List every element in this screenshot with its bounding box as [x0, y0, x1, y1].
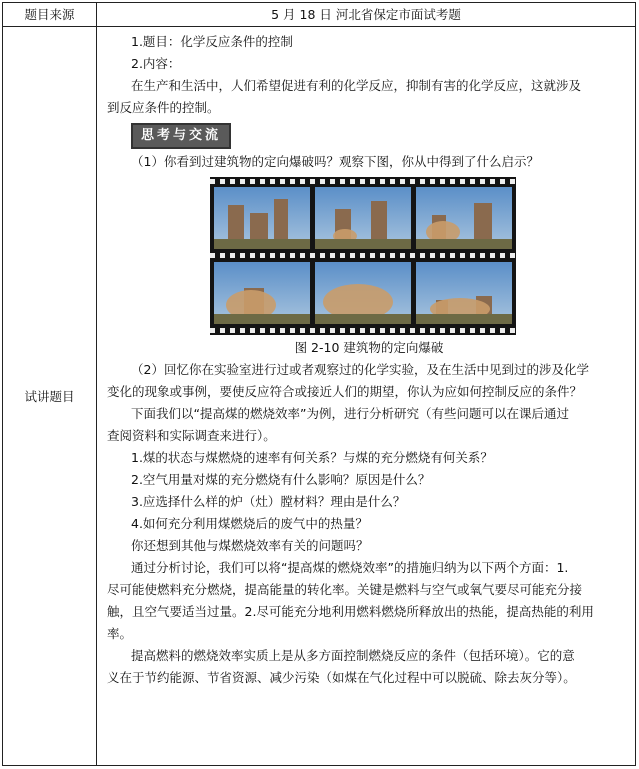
photo-frame-6	[416, 262, 512, 324]
topic-label: 试讲题目	[24, 389, 75, 404]
summary-line-2: 尽可能使燃料充分燃烧，提高能量的转化率。关键是燃料与空气或氧气要尽可能充分接	[107, 582, 583, 597]
coal-question-4: 4.如何充分利用煤燃烧后的废气中的热量？	[131, 516, 368, 531]
topic-title: 1.题目：化学反应条件的控制	[131, 34, 293, 49]
photo-frame-1	[214, 187, 310, 249]
conclusion-line-2: 义在于节约能源、节省资源、减少污染（如煤在气化过程中可以脱硫、除去灰分等）。	[107, 670, 576, 685]
coal-question-1: 1.煤的状态与煤燃烧的速率有何关系？与煤的充分燃烧有何关系？	[131, 450, 493, 465]
question-2-line-2: 变化的现象或事例，要使反应符合或接近人们的期望，你认为应如何控制反应的条件？	[107, 384, 583, 399]
think-and-discuss-banner: 思考与交流	[131, 123, 231, 149]
exam-table	[2, 2, 636, 766]
film-sprocket-bottom	[210, 328, 516, 333]
summary-line-1: 通过分析讨论，我们可以将“提高煤的燃烧效率”的措施归纳为以下两个方面：1.	[131, 560, 569, 575]
coal-question-3: 3.应选择什么样的炉（灶）膛材料？理由是什么？	[131, 494, 406, 509]
intro-line-2: 到反应条件的控制。	[107, 100, 220, 115]
source-label-cell: 题目来源	[24, 7, 75, 22]
other-question: 你还想到其他与煤燃烧效率有关的问题吗？	[131, 538, 369, 553]
analysis-intro-line-2: 查阅资料和实际调查来进行）。	[107, 428, 276, 443]
header-row	[3, 3, 635, 27]
question-1: （1）你看到过建筑物的定向爆破吗？观察下图，你从中得到了什么启示？	[131, 154, 539, 169]
figure-caption: 图 2-10 建筑物的定向爆破	[294, 340, 444, 355]
topic-content	[107, 31, 631, 689]
column-divider	[96, 3, 97, 765]
photo-frame-4	[214, 262, 310, 324]
intro-line-1: 在生产和生活中，人们希望促进有利的化学反应，抑制有害的化学反应，这就涉及	[131, 78, 582, 93]
summary-line-3: 触，且空气要适当过量。2.尽可能充分地利用燃料燃烧所释放出的热能，提高热能的利用	[107, 604, 594, 619]
source-value-cell: 5 月 18 日 河北省保定市面试考题	[271, 7, 461, 22]
topic-label-cell	[3, 27, 96, 765]
film-sprocket-middle	[210, 253, 516, 258]
question-2-line-1: （2）回忆你在实验室进行过或者观察过的化学实验，及在生活中见到过的涉及化学	[131, 362, 589, 377]
photo-frame-3	[416, 187, 512, 249]
film-sprocket-top	[210, 179, 516, 184]
conclusion-line-1: 提高燃料的燃烧效率实质上是从多方面控制燃烧反应的条件（包括环境）。它的意	[131, 648, 575, 663]
summary-line-4: 率。	[107, 626, 133, 641]
content-label: 2.内容：	[131, 56, 181, 71]
photo-frame-2	[315, 187, 411, 249]
photo-frame-5	[315, 262, 411, 324]
analysis-intro-line-1: 下面我们以“提高煤的燃烧效率”为例，进行分析研究（有些问题可以在课后通过	[131, 406, 569, 421]
demolition-photo-strip	[210, 177, 516, 335]
coal-question-2: 2.空气用量对煤的充分燃烧有什么影响？原因是什么？	[131, 472, 431, 487]
